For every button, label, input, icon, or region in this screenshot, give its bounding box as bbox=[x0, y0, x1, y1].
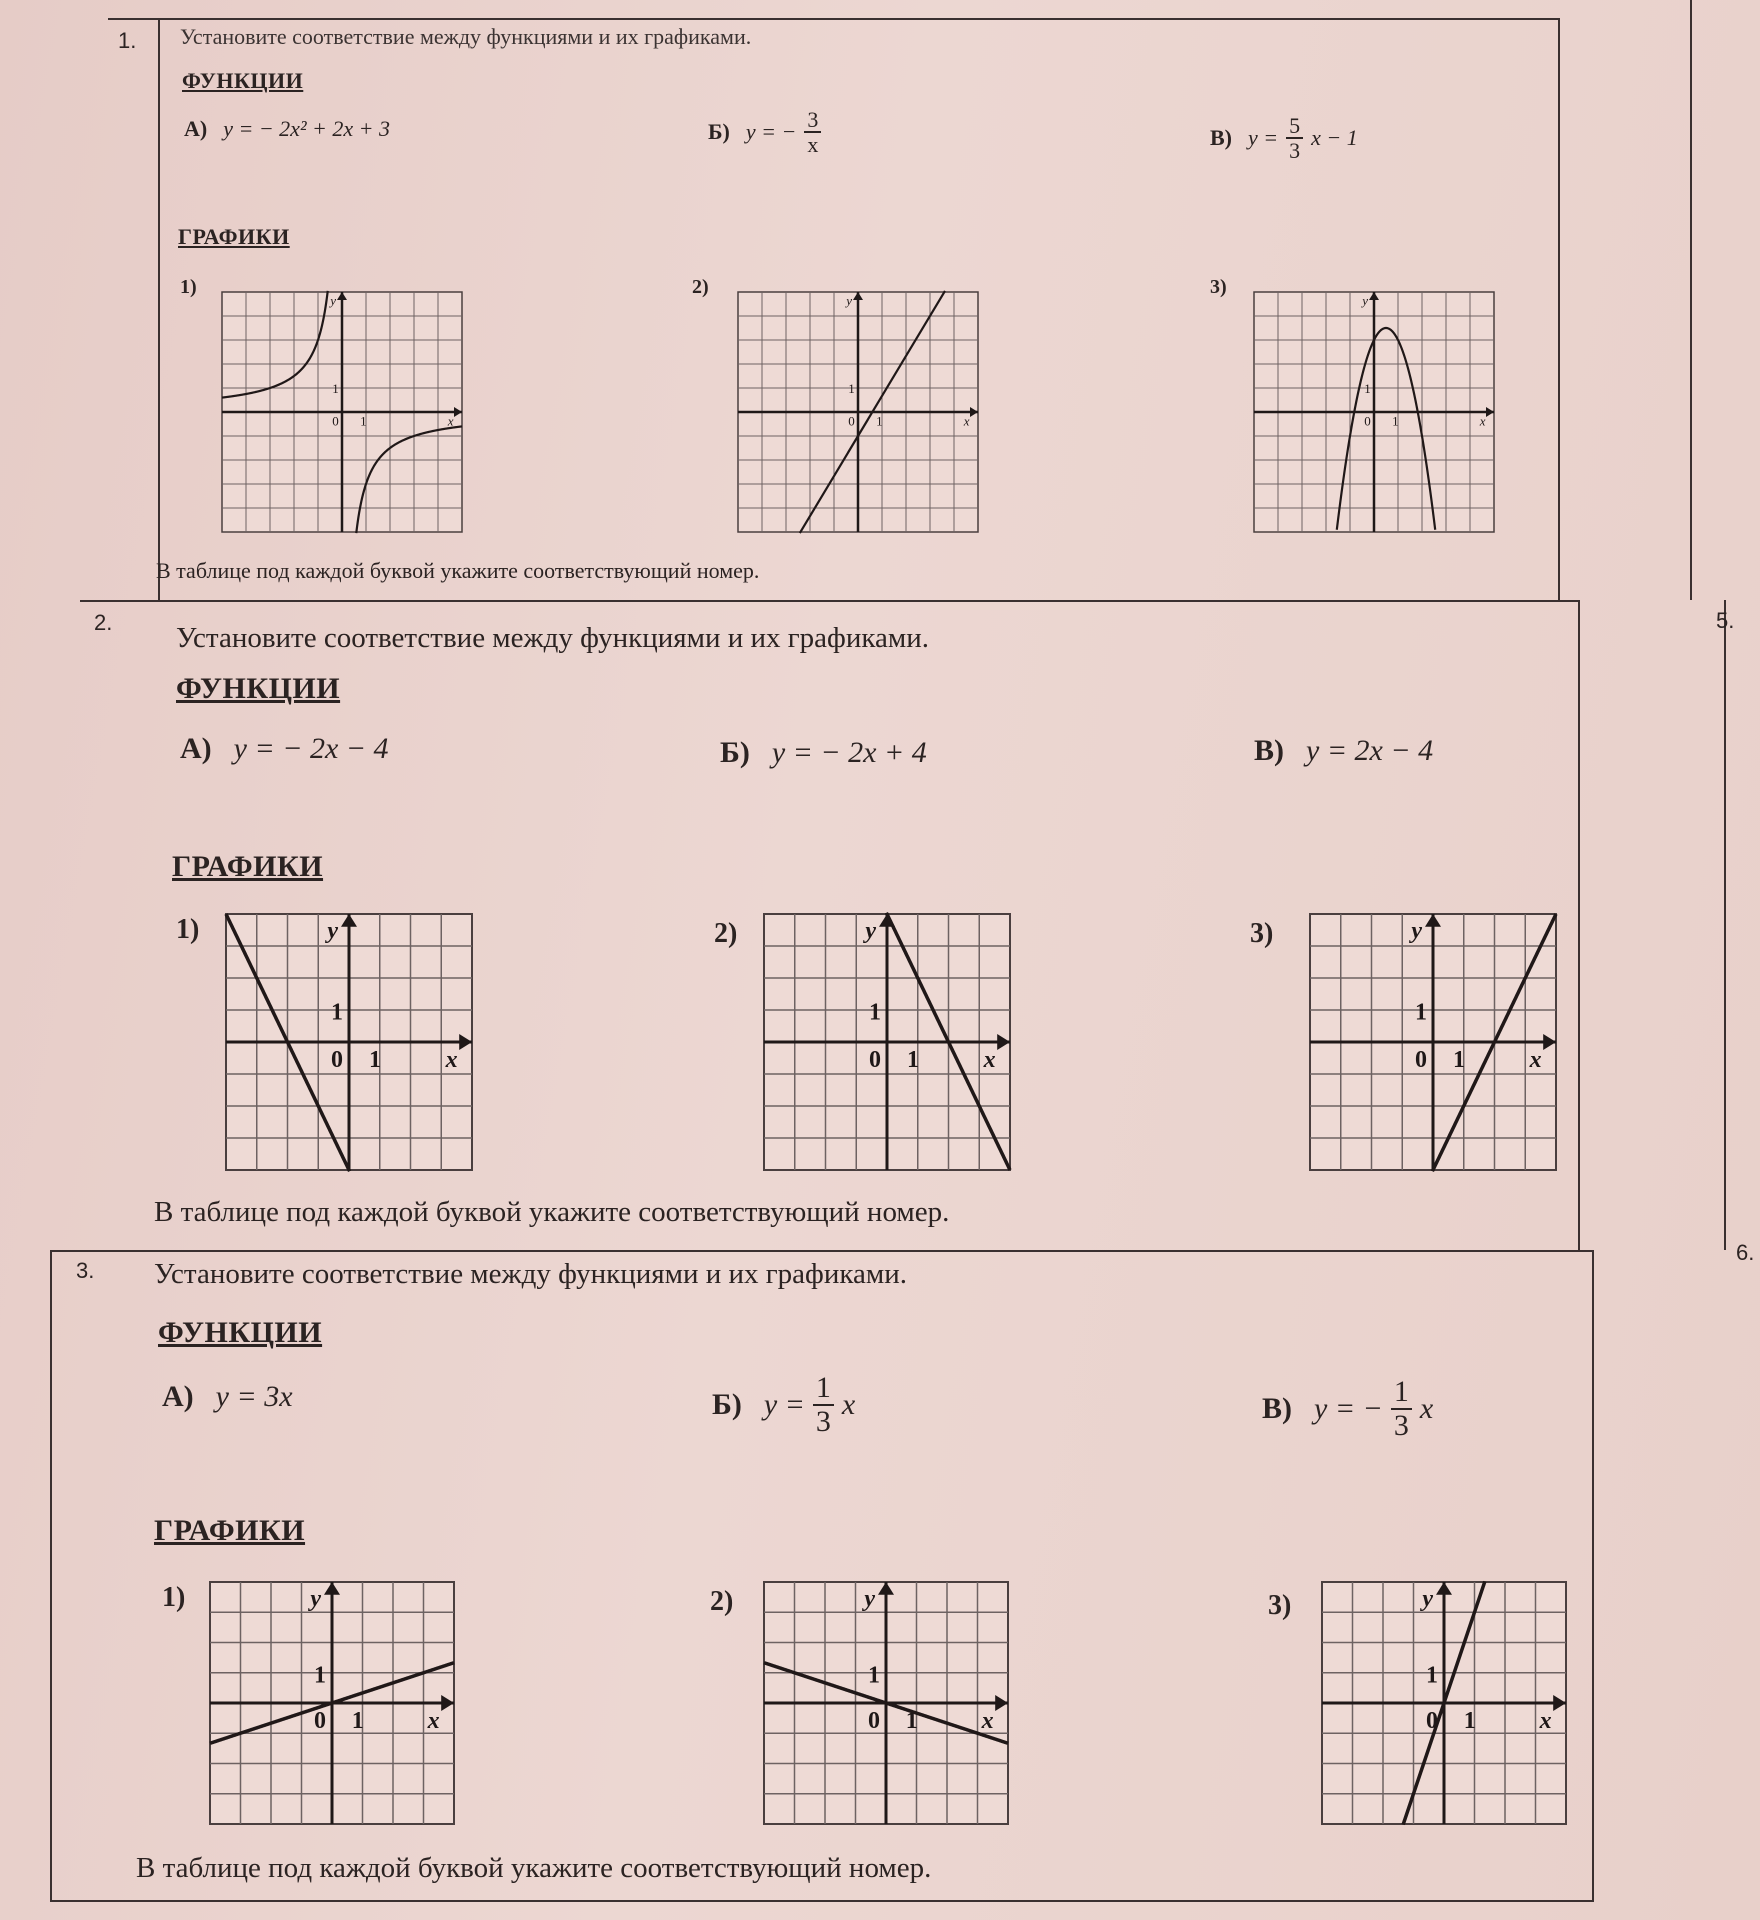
graph-label: 1) bbox=[180, 276, 197, 298]
x-axis-label: x bbox=[445, 1047, 458, 1074]
x-axis-label: x bbox=[1479, 413, 1486, 429]
y-unit-label: 1 bbox=[1364, 381, 1371, 397]
y-axis-label: y bbox=[1422, 1586, 1434, 1612]
y-unit-label: 1 bbox=[332, 381, 339, 397]
function-letter: Б) bbox=[708, 119, 730, 145]
graphs-heading: ГРАФИКИ bbox=[172, 850, 324, 883]
y-axis-label: y bbox=[1362, 293, 1369, 308]
x-unit-label: 1 bbox=[360, 413, 367, 429]
sheet-bottom-border bbox=[50, 1900, 1594, 1902]
origin-label: 0 bbox=[314, 1708, 326, 1735]
x-axis-label: x bbox=[981, 1708, 994, 1735]
task-footer: В таблице под каждой буквой укажите соответствующий номер. bbox=[156, 558, 760, 583]
x-unit-label: 1 bbox=[351, 1708, 364, 1735]
y-axis-label: y bbox=[1411, 918, 1423, 944]
function-letter: В) bbox=[1254, 734, 1284, 767]
x-unit-label: 1 bbox=[905, 1708, 918, 1735]
y-axis-label: y bbox=[864, 1586, 876, 1612]
y-unit-label: 1 bbox=[314, 1662, 326, 1689]
function-letter: А) bbox=[180, 732, 212, 765]
y-axis-label: y bbox=[330, 293, 337, 308]
x-unit-label: 1 bbox=[1452, 1047, 1465, 1074]
y-unit-label: 1 bbox=[848, 381, 855, 397]
function-a bbox=[184, 116, 390, 142]
y-axis-label: y bbox=[846, 293, 853, 308]
y-unit-label: 1 bbox=[1426, 1662, 1438, 1689]
graph-2 bbox=[760, 1578, 1012, 1828]
origin-label: 0 bbox=[1415, 1047, 1427, 1074]
function-expression: x bbox=[1419, 1391, 1434, 1425]
origin-label: 0 bbox=[331, 1047, 343, 1074]
y-unit-label: 1 bbox=[1415, 999, 1427, 1026]
neighbor-task-number: 5. bbox=[1716, 608, 1735, 633]
graph-label: 2) bbox=[714, 918, 738, 949]
function-letter: А) bbox=[162, 1380, 194, 1413]
y-axis-label: y bbox=[327, 918, 339, 944]
function-b bbox=[720, 736, 927, 770]
x-axis-label: x bbox=[427, 1708, 440, 1735]
graph-3 bbox=[1318, 1578, 1570, 1828]
function-expression: x bbox=[841, 1387, 856, 1421]
function-expression: x − 1 bbox=[1311, 125, 1358, 151]
x-axis-label: x bbox=[963, 413, 970, 429]
function-letter: А) bbox=[184, 116, 208, 141]
graph-3 bbox=[1306, 910, 1560, 1174]
x-axis-label: x bbox=[1539, 1708, 1552, 1735]
x-unit-label: 1 bbox=[1392, 413, 1399, 429]
function-expression: y = − 2x² + 2x + 3 bbox=[223, 116, 390, 141]
origin-label: 0 bbox=[869, 1047, 881, 1074]
fraction: $\frac{1}{3}$ bbox=[813, 1372, 834, 1437]
graph-1 bbox=[218, 288, 466, 536]
graph-3 bbox=[1250, 288, 1498, 536]
task-footer: В таблице под каждой буквой укажите соответствующий номер. bbox=[136, 1852, 932, 1884]
task-number: 2. bbox=[94, 610, 113, 635]
x-unit-label: 1 bbox=[906, 1047, 919, 1074]
function-expression: y = − bbox=[1314, 1391, 1383, 1425]
x-unit-label: 1 bbox=[368, 1047, 381, 1074]
function-v bbox=[1254, 734, 1433, 768]
task-1 bbox=[108, 18, 1560, 602]
graph-label: 2) bbox=[710, 1586, 734, 1617]
y-unit-label: 1 bbox=[869, 999, 881, 1026]
task-instruction: Установите соответствие между функциями и их графиками. bbox=[180, 24, 752, 49]
task-number: 3. bbox=[76, 1258, 95, 1283]
origin-label: 0 bbox=[848, 413, 855, 429]
fraction: $\frac{5}{3}$ bbox=[1286, 114, 1303, 162]
neighbor-task-number: 6. bbox=[1736, 1240, 1755, 1265]
y-unit-label: 1 bbox=[331, 999, 343, 1026]
graph-2 bbox=[760, 910, 1014, 1174]
task-instruction: Установите соответствие между функциями и их графиками. bbox=[154, 1258, 908, 1290]
neighbor-sheet-edge bbox=[1690, 0, 1692, 600]
function-letter: В) bbox=[1262, 1391, 1292, 1425]
graph-label: 3) bbox=[1250, 918, 1274, 949]
function-letter: В) bbox=[1210, 125, 1232, 151]
function-expression: y = − 2x − 4 bbox=[233, 732, 389, 765]
task-number: 1. bbox=[118, 28, 137, 53]
x-unit-label: 1 bbox=[876, 413, 883, 429]
graphs-heading: ГРАФИКИ bbox=[154, 1514, 306, 1547]
task-2 bbox=[80, 600, 1580, 1250]
origin-label: 0 bbox=[1364, 413, 1371, 429]
graph-2 bbox=[734, 288, 982, 536]
function-v bbox=[1210, 114, 1358, 162]
origin-label: 0 bbox=[332, 413, 339, 429]
function-expression: y = − 2x + 4 bbox=[771, 736, 927, 769]
function-expression: y = 3x bbox=[215, 1380, 293, 1413]
y-axis-label: y bbox=[310, 1586, 322, 1612]
fraction: $\frac{3}{x}$ bbox=[804, 108, 821, 156]
graph-label: 2) bbox=[692, 276, 709, 298]
function-expression: y = − bbox=[745, 119, 797, 145]
function-expression: y = bbox=[763, 1387, 805, 1421]
function-expression: y = bbox=[1248, 125, 1279, 151]
graphs-heading: ГРАФИКИ bbox=[178, 224, 290, 249]
y-axis-label: y bbox=[865, 918, 877, 944]
task-footer: В таблице под каждой буквой укажите соответствующий номер. bbox=[154, 1196, 950, 1228]
x-axis-label: x bbox=[447, 413, 454, 429]
functions-heading: ФУНКЦИИ bbox=[158, 1316, 323, 1349]
functions-heading: ФУНКЦИИ bbox=[182, 68, 304, 93]
function-expression: y = 2x − 4 bbox=[1306, 734, 1434, 767]
origin-label: 0 bbox=[868, 1708, 880, 1735]
graph-1 bbox=[222, 910, 476, 1174]
origin-label: 0 bbox=[1426, 1708, 1438, 1735]
graph-label: 1) bbox=[162, 1582, 186, 1613]
function-b bbox=[708, 108, 821, 156]
y-unit-label: 1 bbox=[868, 1662, 880, 1689]
x-unit-label: 1 bbox=[1463, 1708, 1476, 1735]
fraction: $\frac{1}{3}$ bbox=[1391, 1376, 1412, 1441]
task-instruction: Установите соответствие между функциями и их графиками. bbox=[176, 622, 930, 654]
function-letter: Б) bbox=[720, 736, 750, 769]
x-axis-label: x bbox=[1529, 1047, 1542, 1074]
graph-label: 1) bbox=[176, 914, 200, 945]
function-b bbox=[712, 1372, 855, 1437]
graph-1 bbox=[206, 1578, 458, 1828]
function-letter: Б) bbox=[712, 1387, 742, 1421]
graph-label: 3) bbox=[1210, 276, 1227, 298]
function-a bbox=[180, 732, 389, 766]
task-3 bbox=[50, 1250, 1594, 1900]
function-a bbox=[162, 1380, 293, 1414]
graph-label: 3) bbox=[1268, 1590, 1292, 1621]
neighbor-sheet-edge bbox=[1724, 600, 1726, 1250]
functions-heading: ФУНКЦИИ bbox=[176, 672, 341, 705]
x-axis-label: x bbox=[983, 1047, 996, 1074]
function-v bbox=[1262, 1376, 1433, 1441]
